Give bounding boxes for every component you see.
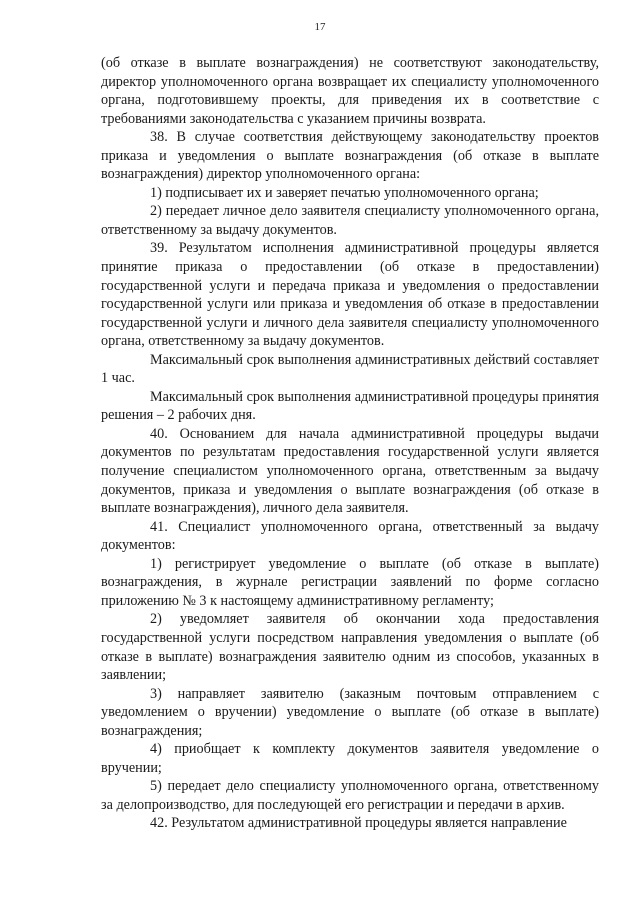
- paragraph-40: 40. Основанием для начала административной процедуры выдачи документов по результатам предоставления государственной услуги является получение специалистом уполномоченного органа, ответственным за выдачу документов, приказа и уведомления о выплате вознаграждения (об отказе в выплате вознаграждения), личного дела заявителя.: [101, 425, 599, 517]
- paragraph-39-max-time-actions: Максимальный срок выполнения административных действий составляет 1 час.: [101, 351, 599, 387]
- paragraph-41-item-4: 4) приобщает к комплекту документов заявителя уведомление о вручении;: [101, 741, 599, 776]
- paragraph-41-item-1: 1) регистрирует уведомление о выплате (об отказе в выплате) вознаграждения, в журнале регистрации заявлений по форме согласно приложению № 3 к настоящему административному регламенту;: [101, 555, 599, 609]
- paragraph-38-item-2: 2) передает личное дело заявителя специалисту уполномоченного органа, ответственному за выдачу документов.: [101, 203, 599, 238]
- paragraph-continuation: (об отказе в выплате вознаграждения) не соответствуют законодательству, директор уполномоченного органа возвращает их специалисту уполномоченного органа, подготовившему проекты, для приведения их в соответствие с требованиями законодательства с указанием причины возврата.: [101, 55, 599, 127]
- paragraph-41-item-3: 3) направляет заявителю (заказным почтовым отправлением с уведомлением о вручении) уведомление о выплате (об отказе в выплате) вознаграждения;: [101, 685, 599, 739]
- page-number: 17: [314, 21, 326, 33]
- paragraph-41: 41. Специалист уполномоченного органа, ответственный за выдачу документов:: [101, 518, 599, 554]
- paragraph-38-item-1: 1) подписывает их и заверяет печатью уполномоченного органа;: [150, 184, 539, 201]
- paragraph-41-item-5: 5) передает дело специалисту уполномоченного органа, ответственному за делопроизводство, для последующей его регистрации и передачи в архив.: [101, 778, 599, 813]
- paragraph-41-item-2: 2) уведомляет заявителя об окончании хода предоставления государственной услуги посредством направления уведомления о выплате (об отказе в выплате) вознаграждения заявителю одним из способов, указанных в заявлении;: [101, 611, 599, 684]
- paragraph-38: 38. В случае соответствия действующему законодательству проектов приказа и уведомления о выплате вознаграждения (об отказе в выплате вознаграждения) директор уполномоченного органа:: [101, 129, 599, 183]
- paragraph-39-max-time-procedure: Максимальный срок выполнения административной процедуры принятия решения – 2 рабочих дня.: [101, 388, 599, 424]
- paragraph-39: 39. Результатом исполнения административной процедуры является принятие приказа о предоставлении (об отказе в предоставлении) государственной услуги и передача приказа и уведомления о предоставлении государственной услуги или приказа и уведомления об отказе в предоставлении государственной услуги и личного дела заявителя специалисту уполномоченного органа, ответственному за выдачу документов.: [101, 240, 599, 350]
- paragraph-42: 42. Результатом административной процедуры является направление: [150, 815, 567, 832]
- document-body: [101, 54, 599, 833]
